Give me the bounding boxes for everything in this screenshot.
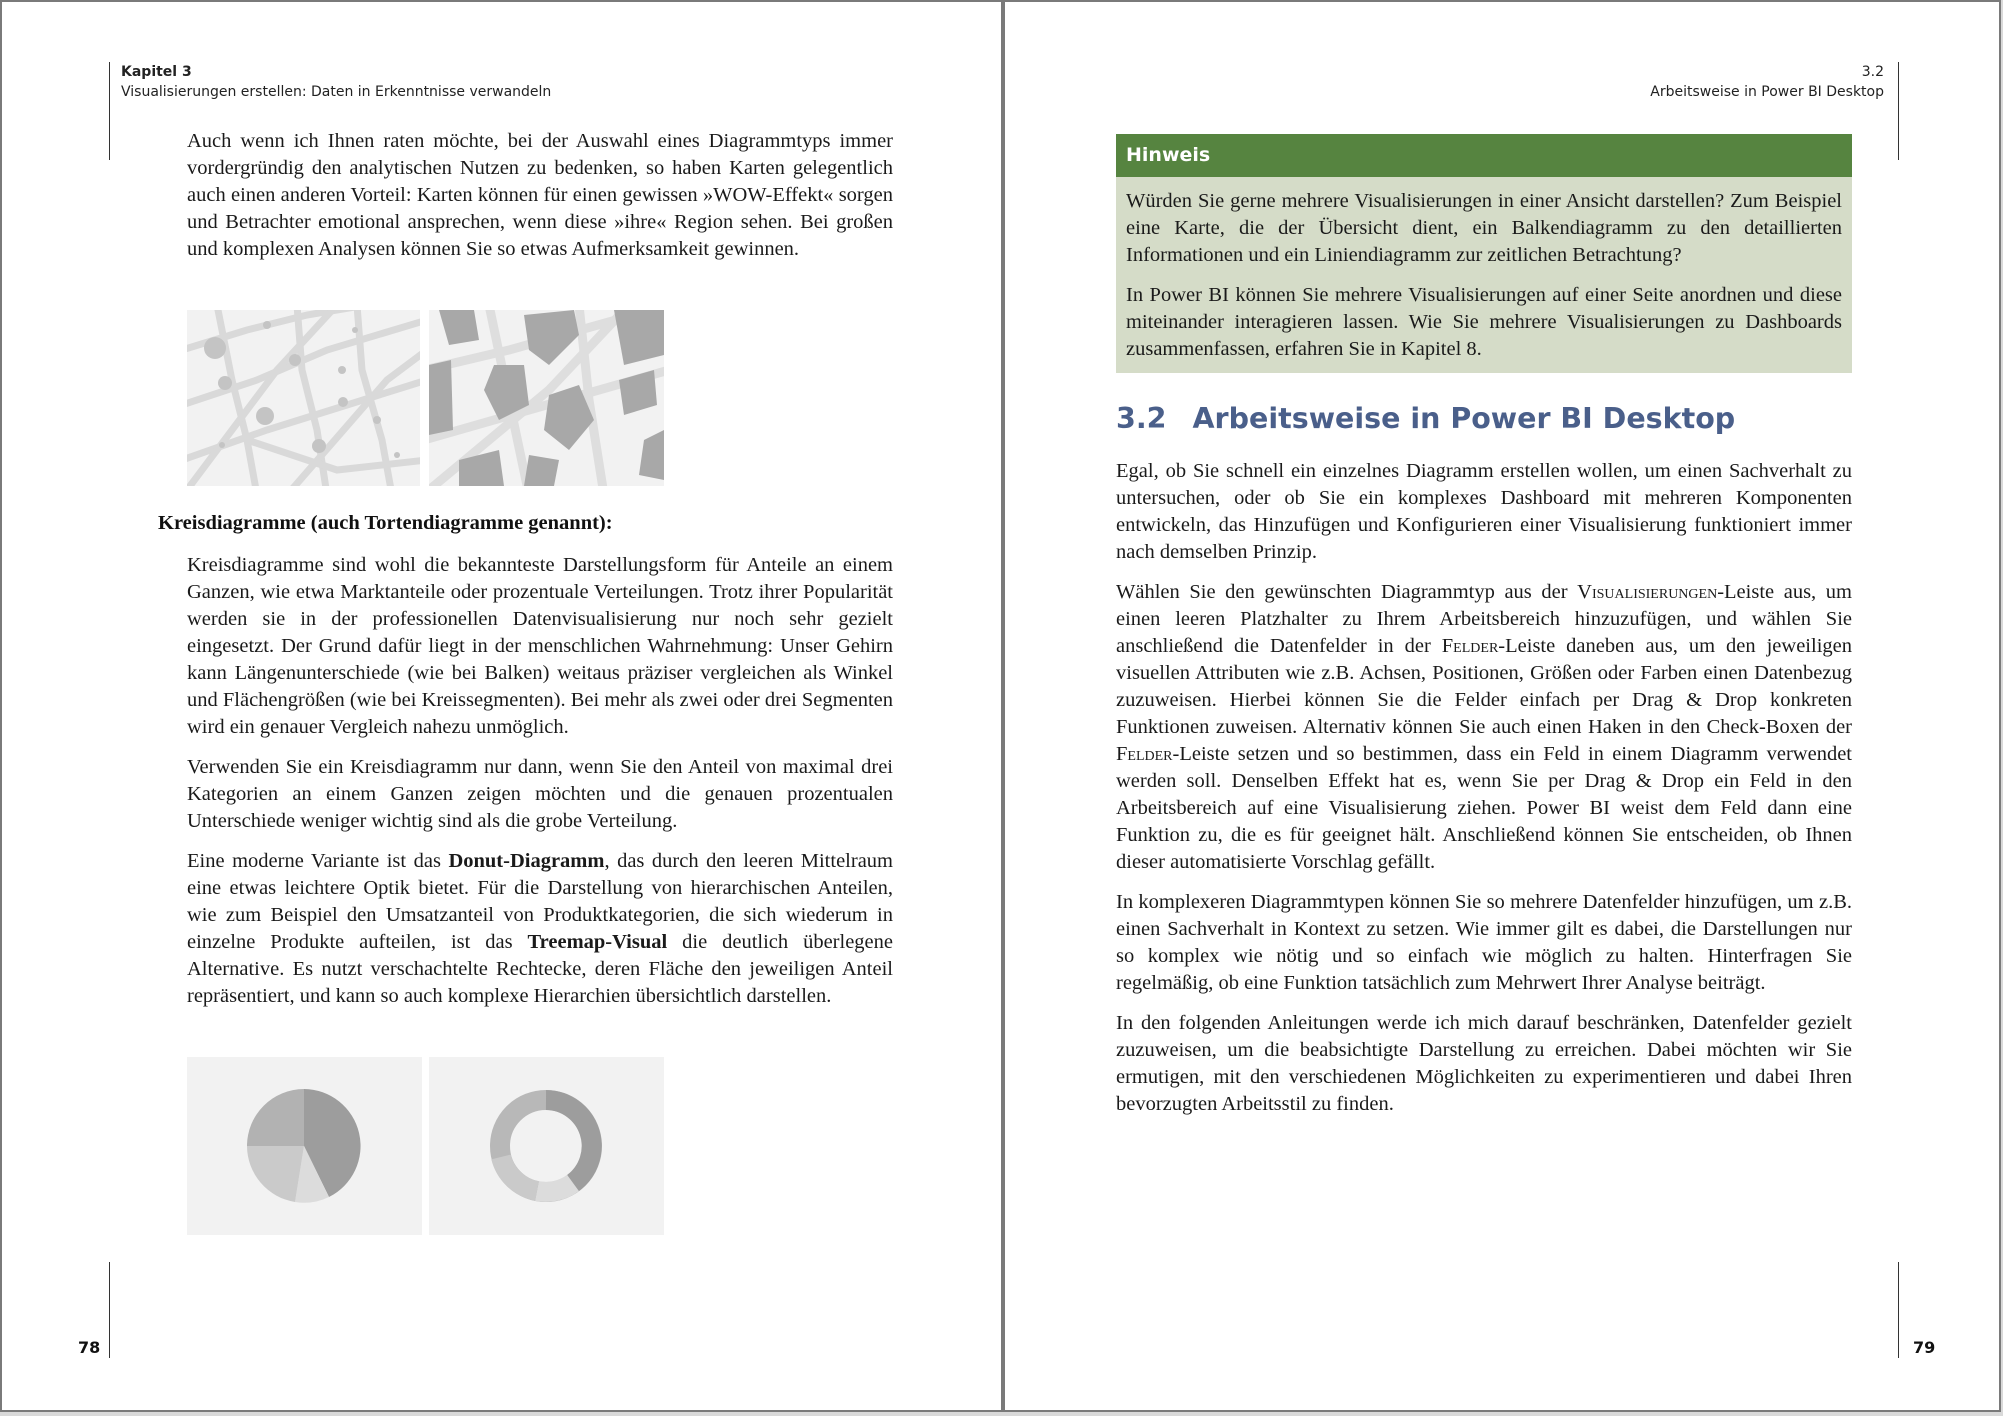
paragraph-2 — [1116, 579, 1852, 876]
margin-rule-bottom — [109, 1262, 110, 1358]
filled-map-icon — [429, 310, 664, 486]
text-run: die deutlich überlegene Alternative. Es nutzt verschachtelte Rechtecke, deren Fläche den jeweiligen Anteil repräsentiert, und kann so auch komplexe Hierarchien übersichtlich darstellen. — [187, 931, 893, 1007]
map-thumbnail-regions — [429, 310, 664, 486]
point-map-icon — [187, 310, 420, 486]
text-run: -Leiste setzen und so bestimmen, dass ein Feld in einem Diagramm verwendet werden soll. Denselben Effekt hat es, wenn Sie per Drag & Drop ein Feld in den Arbeitsbereich auf eine Visualisierung ziehen. Power BI weist dem Feld dann eine Funktion zu, die es für geeignet hält. Anschließend können Sie entscheiden, ob Ihnen dieser automatisierte Vorschlag gefällt. — [1116, 743, 1852, 873]
margin-rule-bottom — [1898, 1262, 1899, 1358]
running-header — [121, 62, 551, 102]
chapter-label: Kapitel 3 — [121, 64, 192, 80]
left-page — [0, 0, 1003, 1412]
text-run: -Leiste daneben aus, um den jeweiligen visuellen Attributen wie z.B. Achsen, Positionen, Größen oder Farben einen Datenbezug zuzuweisen. Hierbei können Sie die Felder einfach per Drag & Drop konkreten Funktionen zuweisen. Alternativ können Sie auch einen Haken in den Check-Boxen der — [1116, 635, 1852, 738]
margin-rule-top — [109, 62, 110, 160]
map-thumbnail-points — [187, 310, 420, 486]
page-number: 79 — [1913, 1338, 1936, 1357]
subheading-pie-charts: Kreisdiagramme (auch Tortendiagramme genannt): — [158, 512, 613, 534]
running-header — [1650, 62, 1884, 102]
text-run: , das durch den leeren Mittelraum eine etwas leichtere Optik bietet. Für die Darstellung von hierarchischen Anteilen, wie zum Beispiel den Umsatzanteil von Produktkategorien, die sich wiederum in einzelne Produkte aufteilen, ist das — [187, 850, 893, 953]
paragraph-2: Verwenden Sie ein Kreisdiagramm nur dann, wenn Sie den Anteil von maximal drei Kategorien an einem Ganzen zeigen möchten und die genauen prozentualen Unterschiede weniger wichtig sind als die grobe Verteilung. — [187, 756, 893, 832]
paragraph-1: Egal, ob Sie schnell ein einzelnes Diagramm erstellen wollen, um einen Sachverhalt zu untersuchen, oder ob Sie ein komplexes Dashboard mit mehreren Komponenten entwickeln, das Hinzufügen und Konfigurieren einer Visualisierung funktioniert immer nach demselben Prinzip. — [1116, 460, 1852, 563]
ui-term-felder: Felder — [1116, 743, 1173, 765]
hint-paragraph-2: In Power BI können Sie mehrere Visualisierungen auf einer Seite anordnen und diese miteinander interagieren lassen. Wie Sie mehrere Visualisierungen zu Dashboards zusammenfassen, erfahren Sie in Kapitel 8. — [1126, 284, 1842, 360]
pie-chart-icon — [187, 1057, 422, 1235]
section-heading-title: Arbeitsweise in Power BI Desktop — [1192, 402, 1736, 435]
right-page — [1003, 0, 2001, 1412]
paragraph-4: In den folgenden Anleitungen werde ich mich darauf beschränken, Datenfelder gezielt zuzuweisen, um die beabsichtigte Darstellung zu erreichen. Dabei möchten wir Sie ermutigen, mit den verschiedenen Möglichkeiten zu experimentieren und dabei Ihren bevorzugten Arbeitsstil zu finden. — [1116, 1012, 1852, 1115]
ui-term-visualisierungen: Visualisierungen — [1577, 581, 1718, 603]
text-run: Eine moderne Variante ist das — [187, 850, 449, 872]
paragraph-3: In komplexeren Diagrammtypen können Sie so mehrere Datenfelder hinzufügen, um z.B. einen Sachverhalt in Kontext zu setzen. Wie immer gilt es dabei, die Darstellungen nur so komplex wie nötig und so einfach wie möglich zu halten. Hinterfragen Sie regelmäßig, ob eine Funktion tatsächlich zum Mehrwert Ihrer Analyse beiträgt. — [1116, 891, 1852, 994]
pie-chart-thumbnail — [187, 1057, 422, 1235]
section-number-label: 3.2 — [1861, 64, 1884, 80]
term-treemap-visual: Treemap-Visual — [527, 931, 668, 953]
chapter-subtitle: Visualisierungen erstellen: Daten in Erkenntnisse verwandeln — [121, 84, 552, 100]
paragraph-3 — [187, 848, 893, 1010]
section-title-label: Arbeitsweise in Power BI Desktop — [1650, 84, 1884, 100]
text-run: -Leiste aus, um einen leeren Platzhalter zu Ihrem Arbeitsbereich hinzuzufügen, und wählen Sie anschließend die Datenfelder in der — [1116, 581, 1852, 657]
margin-rule-top — [1898, 62, 1899, 160]
donut-chart-thumbnail — [429, 1057, 664, 1235]
hint-paragraph-1: Würden Sie gerne mehrere Visualisierungen in einer Ansicht darstellen? Zum Beispiel eine Karte, die der Übersicht dient, ein Balkendiagramm zu den detaillierten Informationen und ein Liniendiagramm zur zeitlichen Betrachtung? — [1126, 190, 1842, 266]
ui-term-felder: Felder — [1441, 635, 1499, 657]
section-heading-number: 3.2 — [1116, 402, 1167, 435]
section-body — [1116, 458, 1852, 1118]
paragraph-1: Kreisdiagramme sind wohl die bekannteste Darstellungsform für Anteile an einem Ganzen, wie etwa Marktanteile oder prozentuale Verteilungen. Trotz ihrer Popularität werden sie in der professionellen Datenvisualisierung nur noch sehr gezielt eingesetzt. Der Grund dafür liegt in der menschlichen Wahrnehmung: Unser Gehirn kann Längenunterschiede (wie bei Balken) weitaus präziser vergleichen als Winkel und Flächengrößen (wie bei Kreissegmenten). Bei mehr als zwei oder drei Segmenten wird ein genauer Vergleich nahezu unmöglich. — [187, 554, 893, 738]
intro-paragraph: Auch wenn ich Ihnen raten möchte, bei der Auswahl eines Diagrammtyps immer vordergründig den analytischen Nutzen zu bedenken, so haben Karten gelegentlich auch einen anderen Vorteil: Karten können für einen gewissen »WOW-Effekt« sorgen und Betrachter emotional ansprechen, wenn diese »ihre« Region sehen. Bei großen und komplexen Analysen können Sie so etwas Aufmerksamkeit gewinnen. — [187, 130, 893, 260]
donut-chart-icon — [429, 1057, 664, 1235]
text-run: Wählen Sie den gewünschten Diagrammtyp aus der — [1116, 581, 1578, 603]
page-number: 78 — [78, 1338, 101, 1357]
hint-title: Hinweis — [1116, 134, 1852, 177]
pie-chart-section — [187, 552, 893, 1010]
term-donut-diagramm: Donut-Diagramm — [448, 850, 605, 872]
hint-body — [1116, 177, 1852, 373]
hint-box — [1116, 134, 1852, 373]
section-heading — [1116, 402, 1735, 435]
